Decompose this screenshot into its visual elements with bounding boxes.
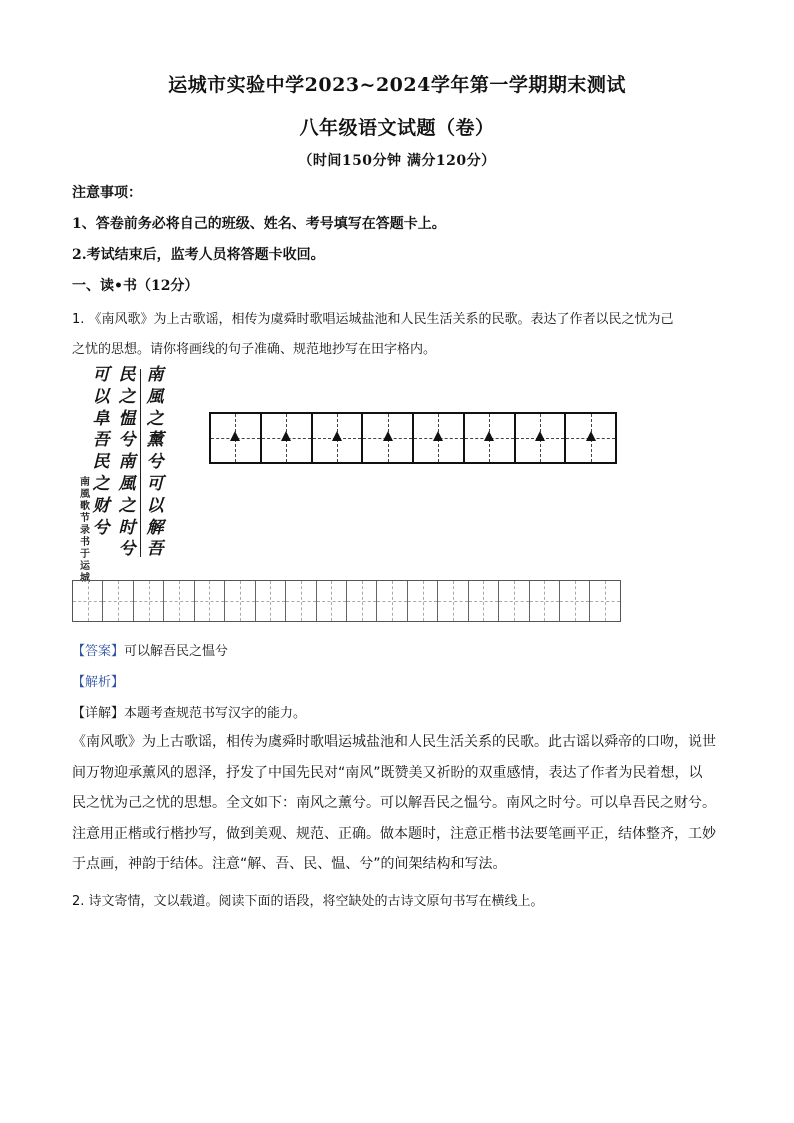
calligraphy-char: 之 bbox=[118, 386, 136, 407]
arrow-up-icon bbox=[535, 431, 545, 441]
calligraphy-char: 可 bbox=[92, 365, 110, 385]
calligraphy-char: 歌 bbox=[80, 501, 90, 512]
answer-cell[interactable] bbox=[590, 581, 619, 621]
analysis-label: 【解析】 bbox=[72, 675, 125, 690]
calligraphy-char: 風 bbox=[146, 386, 164, 407]
calligraphy-char: 之 bbox=[146, 408, 164, 429]
answer-line bbox=[72, 640, 228, 659]
answer-text: 可以解吾民之愠兮 bbox=[124, 644, 229, 659]
calligraphy-column-1 bbox=[144, 365, 166, 561]
answer-cell[interactable] bbox=[347, 581, 377, 621]
tian-cell bbox=[566, 414, 615, 462]
answer-cell[interactable] bbox=[499, 581, 529, 621]
explanation-line: 《南风歌》为上古歌谣，相传为虞舜时歌唱运城盐池和人民生活关系的民歌。此古谣以舜帝的口吻，说世 bbox=[72, 734, 716, 750]
arrow-up-icon bbox=[586, 431, 596, 441]
calligraphy-column-2 bbox=[116, 365, 138, 561]
time-note: （时间150分钟 满分120分） bbox=[298, 153, 496, 169]
answer-cell[interactable] bbox=[73, 581, 103, 621]
tian-cell bbox=[516, 414, 567, 462]
calligraphy-char: 兮 bbox=[92, 517, 110, 538]
calligraphy-char: 南 bbox=[118, 452, 136, 473]
calligraphy-char: 财 bbox=[92, 495, 110, 516]
calligraphy-char: 节 bbox=[80, 513, 90, 524]
notice-item-2: 2.考试结束后，监考人员将答题卡收回。 bbox=[72, 247, 325, 263]
answer-cell[interactable] bbox=[103, 581, 133, 621]
answer-cell[interactable] bbox=[225, 581, 255, 621]
answer-cell[interactable] bbox=[408, 581, 438, 621]
calligraphy-char: 阜 bbox=[92, 408, 110, 429]
tian-cell bbox=[414, 414, 465, 462]
detail-text: 本题考查规范书写汉字的能力。 bbox=[124, 706, 307, 721]
calligraphy-char: 南 bbox=[80, 477, 90, 488]
calligraphy-char: 城 bbox=[80, 573, 90, 584]
calligraphy-char: 运 bbox=[80, 561, 90, 572]
answer-cell[interactable] bbox=[469, 581, 499, 621]
calligraphy-char: 愠 bbox=[118, 408, 136, 429]
calligraphy-char: 书 bbox=[80, 537, 90, 548]
calligraphy-char: 以 bbox=[92, 386, 110, 407]
tian-cell bbox=[211, 414, 262, 462]
question-1-line-1: 1. 《南风歌》为上古歌谣，相传为虞舜时歌唱运城盐池和人民生活关系的民歌。表达了作者以民之忧为己 bbox=[72, 312, 674, 327]
question-1-line-2: 之忧的思想。请你将画线的句子准确、规范地抄写在田字格内。 bbox=[72, 342, 437, 357]
calligraphy-char: 于 bbox=[80, 549, 90, 560]
calligraphy-char: 之 bbox=[118, 495, 136, 516]
calligraphy-char: 时 bbox=[118, 517, 136, 538]
arrow-up-icon bbox=[484, 431, 494, 441]
answer-label: 【答案】 bbox=[72, 644, 125, 659]
answer-cell[interactable] bbox=[317, 581, 347, 621]
calligraphy-char: 薰 bbox=[146, 430, 164, 451]
answer-grid-18[interactable] bbox=[72, 580, 621, 622]
answer-cell[interactable] bbox=[560, 581, 590, 621]
arrow-up-icon bbox=[230, 431, 240, 441]
calligraphy-char: 民 bbox=[118, 365, 136, 385]
notice-item-1: 1、答卷前务必将自己的班级、姓名、考号填写在答题卡上。 bbox=[72, 216, 446, 232]
section-1-heading: 一、读•书（12分） bbox=[72, 278, 199, 294]
calligraphy-char: 可 bbox=[146, 473, 164, 494]
calligraphy-char: 吾 bbox=[146, 539, 164, 560]
calligraphy-char: 录 bbox=[80, 525, 90, 536]
explanation-paragraph bbox=[72, 727, 722, 880]
arrow-up-icon bbox=[332, 431, 342, 441]
arrow-up-icon bbox=[383, 431, 393, 441]
tian-cell bbox=[262, 414, 313, 462]
notice-heading: 注意事项： bbox=[72, 185, 142, 201]
arrow-up-icon bbox=[433, 431, 443, 441]
explanation-line: 民之忧为己之忧的思想。全文如下：南风之薰兮。可以解吾民之愠兮。南风之时兮。可以阜吾民之财兮。 bbox=[72, 795, 716, 811]
calligraphy-char: 民 bbox=[92, 452, 110, 473]
calligraphy-rule bbox=[140, 369, 141, 557]
answer-cell[interactable] bbox=[134, 581, 164, 621]
calligraphy-char: 風 bbox=[80, 489, 90, 500]
exam-subtitle: 八年级语文试题（卷） bbox=[299, 117, 495, 139]
question-2-line-1: 2. 诗文寄情，文以载道。阅读下面的语段，将空缺处的古诗文原句书写在横线上。 bbox=[72, 894, 544, 909]
detail-label: 【详解】 bbox=[72, 706, 125, 721]
answer-cell[interactable] bbox=[530, 581, 560, 621]
answer-cell[interactable] bbox=[164, 581, 194, 621]
answer-cell[interactable] bbox=[438, 581, 468, 621]
calligraphy-char: 南 bbox=[146, 365, 164, 385]
answer-cell[interactable] bbox=[377, 581, 407, 621]
calligraphy-sample bbox=[74, 365, 174, 584]
calligraphy-char: 兮 bbox=[118, 539, 136, 560]
calligraphy-char: 解 bbox=[146, 517, 164, 538]
calligraphy-char: 兮 bbox=[118, 430, 136, 451]
arrow-up-icon bbox=[281, 431, 291, 441]
explanation-line: 于点画，神韵于结体。注意“解、吾、民、愠、兮”的间架结构和写法。 bbox=[72, 856, 507, 872]
answer-cell[interactable] bbox=[195, 581, 225, 621]
calligraphy-char: 吾 bbox=[92, 430, 110, 451]
tian-grid-8 bbox=[209, 412, 617, 464]
calligraphy-char: 之 bbox=[92, 473, 110, 494]
detail-line bbox=[72, 702, 306, 721]
explanation-line: 间万物迎承薰风的恩泽，抒发了中国先民对“南风”既赞美又祈盼的双重感情，表达了作者为民着想，以 bbox=[72, 764, 703, 781]
calligraphy-char: 風 bbox=[118, 473, 136, 494]
tian-cell bbox=[363, 414, 414, 462]
answer-cell[interactable] bbox=[256, 581, 286, 621]
explanation-line: 注意用正楷或行楷抄写，做到美观、规范、正确。做本题时，注意正楷书法要笔画平正，结体整齐，工妙 bbox=[72, 825, 716, 842]
exam-title: 运城市实验中学2023~2024学年第一学期期末测试 bbox=[168, 74, 626, 96]
tian-cell bbox=[465, 414, 516, 462]
calligraphy-char: 以 bbox=[146, 495, 164, 516]
calligraphy-signature bbox=[76, 477, 94, 585]
calligraphy-char: 兮 bbox=[146, 452, 164, 473]
tian-cell bbox=[313, 414, 364, 462]
answer-cell[interactable] bbox=[286, 581, 316, 621]
